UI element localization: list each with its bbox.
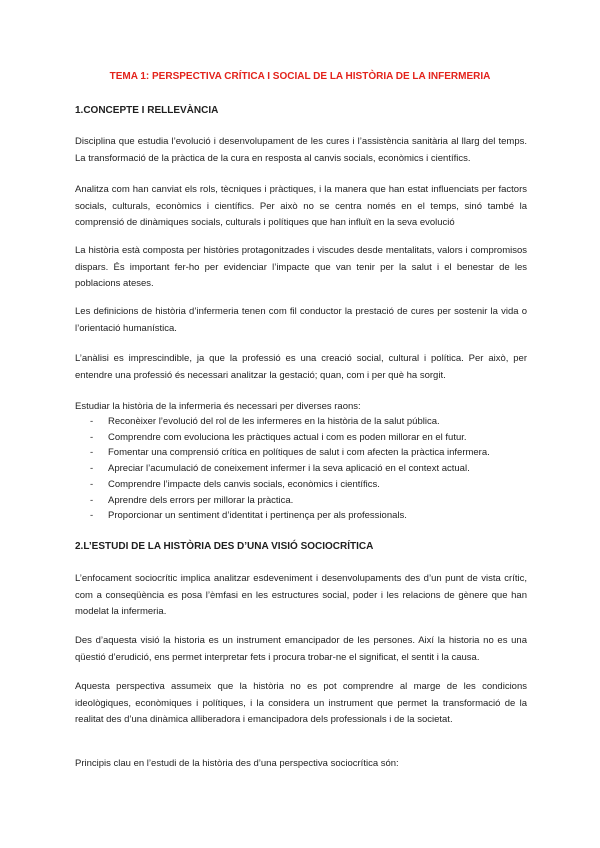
section-1-paragraph: Analitza com han canviat els rols, tècniques i pràctiques, i la manera que han estat influenciats per factors socials, culturals, econòmics i científics. Per això no se centra només en el temps, sinó també la comprensió de dinàmiques socials, culturals i polítiques que han influït en la seva evolució — [75, 184, 527, 228]
section-1-heading: 1.CONCEPTE I RELLEVÀNCIA — [75, 105, 219, 116]
list-item — [75, 461, 527, 477]
bullet-dash: - — [90, 510, 94, 522]
section-1-paragraph: La història està composta per històries protagonitzades i viscudes desde mentalitats, valors i compromisos dispars. És important fer-ho per evidenciar l’impacte que van tenir per la salut i el benestar de les poblacions ateses. — [75, 245, 527, 289]
list-item-text: Comprendre com evoluciona les pràctiques actual i com es poden millorar en el futur. — [108, 431, 467, 443]
list-item — [75, 493, 527, 509]
section-2-paragraph: L’enfocament sociocrític implica analitzar esdeveniment i desenvolupaments des d’un punt de vista crític, com a conseqüència es posa l’èmfasi en les estructures social, poder i les relacions de gènere que han modelat la infermeria. — [75, 573, 527, 617]
list-item — [75, 430, 527, 446]
list-item-text: Comprendre l’impacte dels canvis socials, econòmics i científics. — [108, 478, 380, 490]
bullet-dash: - — [90, 494, 94, 506]
reasons-bullet-list — [75, 414, 527, 524]
section-1-paragraph: L’anàlisi es imprescindible, ja que la professió es una creació social, cultural i política. Per això, per entendre una professió és necessari analitzar la gestació; quan, com i per què ha sorgit. — [75, 353, 527, 381]
bullet-dash: - — [90, 447, 94, 459]
list-item — [75, 477, 527, 493]
list-item-text: Apreciar l’acumulació de coneixement infermer i la seva aplicació en el context actual. — [108, 463, 470, 475]
bullet-dash: - — [90, 463, 94, 475]
list-item-text: Aprendre dels errors per millorar la pràctica. — [108, 494, 294, 506]
bullet-dash: - — [90, 431, 94, 443]
bullet-dash: - — [90, 478, 94, 490]
bullet-list-intro: Estudiar la història de la infermeria és necessari per diverses raons: — [75, 401, 361, 412]
section-2-paragraph: Principis clau en l’estudi de la història des d’una perspectiva sociocrítica són: — [75, 758, 399, 769]
list-item — [75, 508, 527, 524]
list-item-text: Fomentar una comprensió crítica en polítiques de salut i com afecten la pràctica infermera. — [108, 447, 490, 459]
section-1-paragraph: Disciplina que estudia l’evolució i desenvolupament de les cures i l’assistència sanitària al llarg del temps. La transformació de la pràctica de la cura en resposta al canvis socials, econòmics i científics. — [75, 136, 527, 164]
list-item — [75, 414, 527, 430]
list-item — [75, 445, 527, 461]
list-item-text: Reconèixer l’evolució del rol de les infermeres en la història de la salut pública. — [108, 416, 440, 427]
section-2-paragraph: Aquesta perspectiva assumeix que la història no es pot comprendre al marge de les condicions ideològiques, econòmiques i polítiques, i la considera un instrument que permet la transformació de la realitat des d’una dinàmica alliberadora i emancipadora dels professionals i de la societat. — [75, 681, 527, 725]
bullet-dash: - — [90, 416, 94, 427]
section-2-heading: 2.L’ESTUDI DE LA HISTÒRIA DES D’UNA VISIÓ SOCIOCRÍTICA — [75, 541, 374, 552]
document-title: TEMA 1: PERSPECTIVA CRÍTICA I SOCIAL DE LA HISTÒRIA DE LA INFERMERIA — [109, 71, 491, 82]
list-item-text: Proporcionar un sentiment d’identitat i pertinença per als professionals. — [108, 510, 407, 522]
section-2-paragraph: Des d’aquesta visió la historia es un instrument emancipador de les persones. Així la historia no es una qüestió d’erudició, ens permet interpretar fets i procura trobar-ne el significat, el sentit i la causa. — [75, 635, 527, 663]
section-1-paragraph: Les definicions de història d’infermeria tenen com fil conductor la prestació de cures per sostenir la vida o l’orientació humanística. — [75, 306, 527, 334]
